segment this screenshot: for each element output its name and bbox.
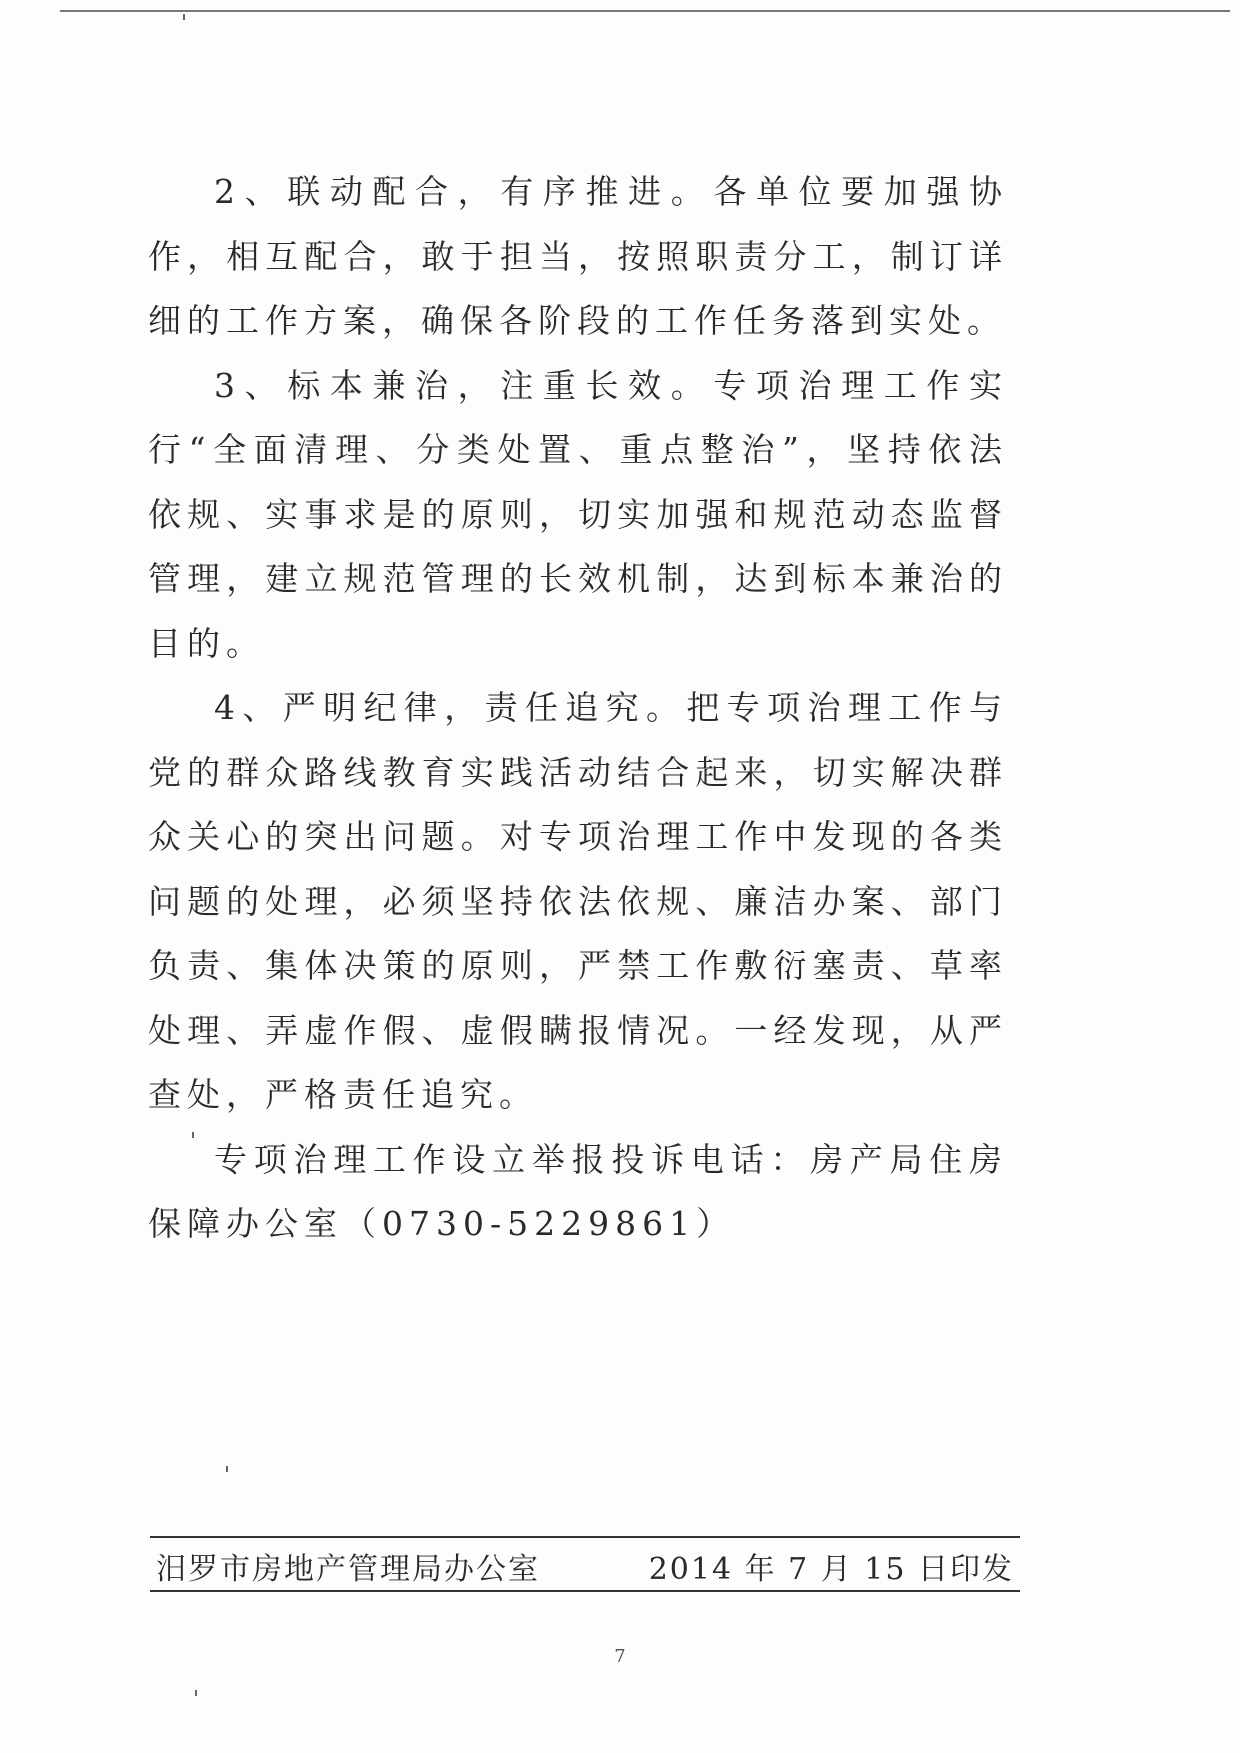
scan-speck (192, 1132, 194, 1138)
scan-speck (183, 14, 185, 20)
scan-speck (226, 1466, 228, 1472)
paragraph-discipline: 4、严明纪律，责任追究。把专项治理工作与党的群众路线教育实践活动结合起来，切实解决群众关心的突出问题。对专项治理工作中发现的各类问题的处理，必须坚持依法依规、廉洁办案、部门负责、集体决策的原则，严禁工作敷衍塞责、草率处理、弄虚作假、虚假瞒报情况。一经发现，从严查处，严格责任追究。 (148, 688, 1008, 1114)
paragraph-coordination: 2、联动配合，有序推进。各单位要加强协作，相互配合，敢于担当，按照职责分工，制订详细的工作方案，确保各阶段的工作任务落到实处。 (148, 172, 1008, 340)
document-body (148, 160, 1008, 1257)
issue-date: 2014 年 7 月 15 日印发 (648, 1552, 1014, 1587)
page-number: 7 (614, 1646, 626, 1667)
scan-speck (195, 1690, 197, 1696)
paragraph-hotline: 专项治理工作设立举报投诉电话：房产局住房保障办公室（0730-5229861） (148, 1139, 1008, 1243)
scan-top-edge (60, 10, 1230, 12)
issuer-name: 汨罗市房地产管理局办公室 (156, 1552, 540, 1587)
issuance-footer (150, 1536, 1020, 1592)
paragraph-long-term: 3、标本兼治，注重长效。专项治理工作实行“全面清理、分类处置、重点整治”，坚持依法依规、实事求是的原则，切实加强和规范动态监督管理，建立规范管理的长效机制，达到标本兼治的目的。 (148, 365, 1008, 663)
